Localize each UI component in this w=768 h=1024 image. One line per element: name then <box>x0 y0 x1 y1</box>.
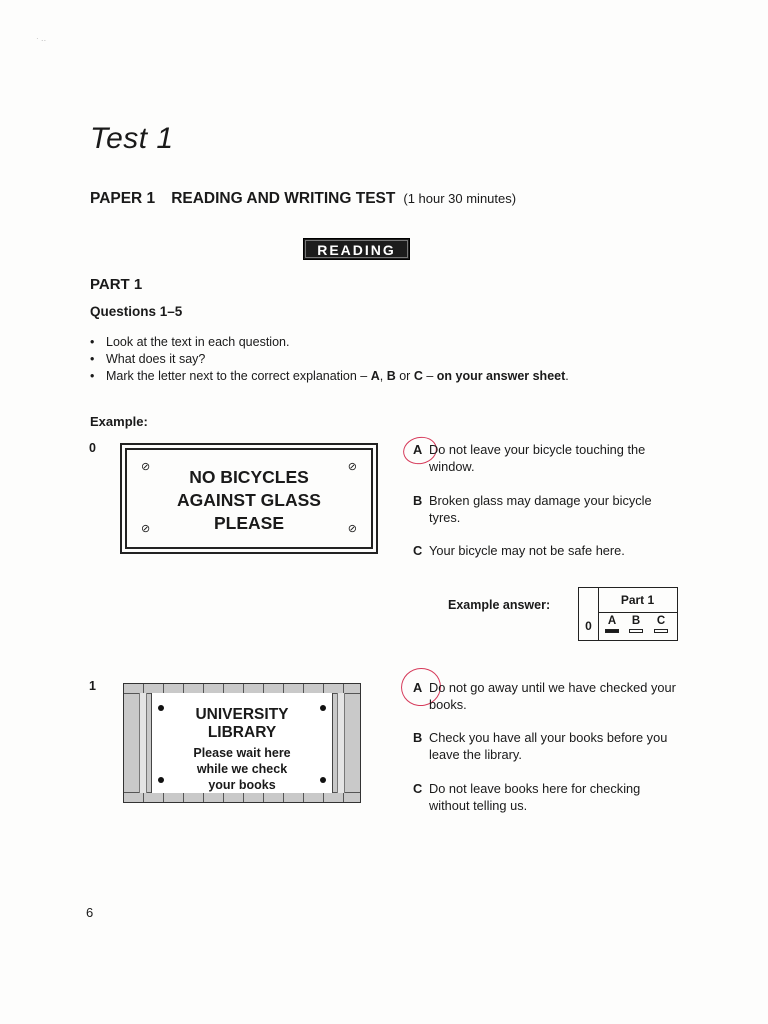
test-title: Test 1 <box>90 122 174 155</box>
screw-icon: ⊘ <box>141 523 151 535</box>
paper-heading <box>90 190 516 208</box>
paper-duration: (1 hour 30 minutes) <box>403 191 517 206</box>
instruction-end: . <box>565 369 569 383</box>
option-letter: A <box>413 442 423 457</box>
sign-frame-bottom <box>124 792 360 802</box>
answer-choice-letter: C <box>656 615 666 627</box>
instruction-text: What does it say? <box>106 352 206 366</box>
option-text: Do not leave your bicycle touching the window. <box>429 442 646 474</box>
sign-post-left <box>139 693 147 793</box>
option-letter: B <box>413 730 423 745</box>
example-answer-label: Example answer: <box>448 598 551 612</box>
sign-title <box>152 706 332 742</box>
paper-number: PAPER 1 <box>90 190 156 207</box>
reading-section-banner: READING <box>303 238 410 260</box>
answer-choice-letter: B <box>631 615 641 627</box>
instruction-text: Look at the text in each question. <box>106 335 290 349</box>
option-text: Your bicycle may not be safe here. <box>429 543 625 558</box>
example-label: Example: <box>90 414 148 429</box>
scan-specks: · ‥ <box>36 34 47 43</box>
instruction-text: Mark the letter next to the correct explanation – <box>106 369 371 383</box>
option-text: Do not go away until we have checked your books. <box>429 680 676 712</box>
answer-box-divider <box>598 588 599 612</box>
screw-icon: ⊘ <box>347 523 357 535</box>
instruction-item <box>90 334 569 351</box>
option-letter-c: C <box>413 369 423 383</box>
option-letter: C <box>413 543 423 558</box>
sign-line: AGAINST GLASS <box>177 490 321 510</box>
example-question-number: 0 <box>89 441 96 455</box>
sign-subtext <box>152 745 332 793</box>
option-letter: A <box>413 680 423 695</box>
screw-icon: ⊘ <box>347 461 357 473</box>
sign-sub-line: Please wait here <box>193 746 291 760</box>
instruction-item <box>90 351 569 368</box>
sign-line: NO BICYCLES <box>189 467 309 487</box>
option-text: Do not leave books here for checking without telling us. <box>429 781 641 813</box>
empty-lozenge-icon <box>654 629 668 633</box>
sign-post-right <box>337 693 345 793</box>
empty-lozenge-icon <box>629 629 643 633</box>
question-number: 1 <box>89 679 96 693</box>
instructions-list <box>90 334 569 385</box>
instruction-sep: or <box>395 369 414 383</box>
question-1-option-c[interactable] <box>413 780 683 814</box>
option-text: Broken glass may damage your bicycle tyres. <box>429 493 652 525</box>
option-letter-b: B <box>386 369 396 383</box>
answer-choice-b[interactable] <box>625 615 647 633</box>
sign-title-line: UNIVERSITY <box>195 706 289 723</box>
sign-title-line: LIBRARY <box>207 724 277 741</box>
bullet-icon: • <box>90 369 95 383</box>
example-option-a[interactable] <box>413 441 683 475</box>
bullet-icon: • <box>90 352 95 366</box>
instruction-sep: – <box>422 369 437 383</box>
option-text: Check you have all your books before you leave the library. <box>429 730 668 762</box>
part-heading: PART 1 <box>90 276 143 293</box>
sign-inner-frame <box>125 448 373 549</box>
answer-sheet-box <box>578 587 678 641</box>
screw-icon: ⊘ <box>141 461 151 473</box>
filled-lozenge-icon <box>605 629 619 633</box>
answer-choice-c[interactable] <box>650 615 672 633</box>
option-letter-a: A <box>370 369 380 383</box>
instruction-sep: , <box>379 369 387 383</box>
instruction-emphasis: on your answer sheet <box>436 369 566 383</box>
university-library-sign <box>123 683 361 803</box>
option-letter: B <box>413 493 423 508</box>
bullet-icon: • <box>90 335 95 349</box>
example-option-c[interactable] <box>413 542 683 559</box>
sign-sub-line: while we check <box>196 762 288 776</box>
answer-box-title: Part 1 <box>598 588 677 613</box>
page-number: 6 <box>86 905 94 920</box>
questions-heading: Questions 1–5 <box>90 304 183 319</box>
answer-choice-letter: A <box>607 615 617 627</box>
answer-row-number: 0 <box>579 612 599 640</box>
sign-line: PLEASE <box>213 513 285 533</box>
sign-panel <box>151 693 333 793</box>
option-letter: C <box>413 781 423 796</box>
sign-sub-line: your books <box>208 778 276 792</box>
sign-text <box>127 466 371 535</box>
paper-name: READING AND WRITING TEST <box>171 190 396 207</box>
question-1-option-a[interactable] <box>413 679 683 713</box>
instruction-item <box>90 368 569 385</box>
example-option-b[interactable] <box>413 492 683 526</box>
question-1-option-b[interactable] <box>413 729 683 763</box>
no-bicycles-sign <box>120 443 378 554</box>
answer-choice-a[interactable] <box>601 615 623 633</box>
